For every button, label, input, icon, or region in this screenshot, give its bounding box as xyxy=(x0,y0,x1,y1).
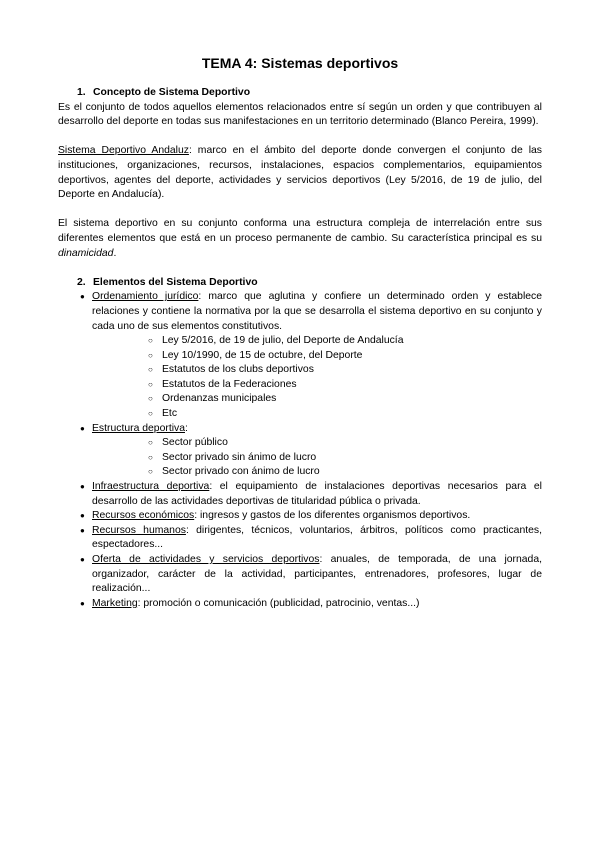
bullet-icon: ● xyxy=(80,423,85,433)
spacer xyxy=(58,203,542,218)
section-2-number: 2. xyxy=(77,276,86,288)
section-1-paragraph-3 xyxy=(58,217,542,261)
document-title: TEMA 4: Sistemas deportivos xyxy=(201,55,399,71)
spacer xyxy=(58,261,542,276)
section-1-heading-text: Concepto de Sistema Deportivo xyxy=(93,87,251,98)
item-text: : promoción o comunicación (publicidad, patrocinio, ventas...) xyxy=(137,597,420,609)
sub-item-text: Sector público xyxy=(162,437,228,449)
sub-item-text: Estatutos de los clubs deportivos xyxy=(162,364,314,376)
bullet-icon: ● xyxy=(80,292,85,302)
bullet-icon: ● xyxy=(80,525,85,535)
section-1-heading xyxy=(58,86,542,101)
document-page xyxy=(58,54,542,611)
circle-bullet-icon: ○ xyxy=(148,350,153,360)
section-2-heading-text: Elementos del Sistema Deportivo xyxy=(93,276,258,288)
sub-list-item xyxy=(92,465,542,480)
item-text: : el equipamiento de instalaciones deportivas necesarios para el desarrollo de las actividades deportivas de titularidad pública o privada. xyxy=(92,481,542,507)
ordenamiento-sublist xyxy=(92,334,542,422)
sub-list-item xyxy=(92,451,542,466)
estructura-sublist xyxy=(92,436,542,480)
sistema-andaluz-text: : marco en el ámbito del deporte donde convergen el conjunto de las instituciones, organizaciones, recursos, instalaciones, espacios complementarios, equipamientos deportivos, agentes del deporte, actividades y servicios deportivos (Ley 5/2016, de 19 de julio, del Deporte en Andalucía). xyxy=(58,145,542,201)
sub-list-item xyxy=(92,392,542,407)
circle-bullet-icon: ○ xyxy=(148,394,153,404)
sub-list-item xyxy=(92,436,542,451)
sub-item-text: Ley 5/2016, de 19 de julio, del Deporte de Andalucía xyxy=(162,335,404,347)
section-1-number: 1. xyxy=(77,87,86,98)
item-term: Estructura deportiva xyxy=(92,422,185,434)
list-item-ordenamiento xyxy=(58,290,542,421)
sub-item-text: Sector privado con ánimo de lucro xyxy=(162,466,320,478)
sistema-andaluz-term: Sistema Deportivo Andaluz xyxy=(58,145,189,157)
circle-bullet-icon: ○ xyxy=(148,452,153,462)
item-text: : ingresos y gastos de los diferentes organismos deportivos. xyxy=(194,510,471,522)
circle-bullet-icon: ○ xyxy=(148,336,153,346)
dinamicidad-term: dinamicidad xyxy=(58,247,114,259)
paragraph-3-end: . xyxy=(113,247,117,259)
section-1-paragraph-2 xyxy=(58,144,542,202)
sub-item-text: Etc xyxy=(162,408,178,420)
section-2-heading xyxy=(58,276,542,291)
list-item-infraestructura xyxy=(58,480,542,509)
bullet-icon: ● xyxy=(80,598,85,608)
item-term: Ordenamiento jurídico xyxy=(92,291,199,303)
list-item-recursos-economicos xyxy=(58,509,542,524)
circle-bullet-icon: ○ xyxy=(148,438,153,448)
sub-item-text: Ley 10/1990, de 15 de octubre, del Deporte xyxy=(162,349,363,361)
list-item-recursos-humanos xyxy=(58,524,542,553)
elements-list xyxy=(58,290,542,611)
item-text: : xyxy=(184,422,188,434)
sub-list-item xyxy=(92,378,542,393)
circle-bullet-icon: ○ xyxy=(148,467,153,477)
spacer xyxy=(58,130,542,145)
list-item-estructura xyxy=(58,422,542,480)
item-term: Recursos económicos xyxy=(92,510,195,522)
circle-bullet-icon: ○ xyxy=(148,379,153,389)
bullet-icon: ● xyxy=(80,511,85,521)
sub-item-text: Sector privado sin ánimo de lucro xyxy=(162,451,317,463)
sub-list-item xyxy=(92,334,542,349)
bullet-icon: ● xyxy=(80,482,85,492)
item-term: Marketing xyxy=(92,597,138,609)
item-term: Recursos humanos xyxy=(92,524,186,536)
paragraph-3-text: El sistema deportivo en su conjunto conforma una estructura compleja de interrelación entre sus diferentes elementos que está en un proceso permanente de cambio. Su característica principal es su xyxy=(58,218,542,244)
sub-item-text: Ordenanzas municipales xyxy=(162,393,277,405)
sub-list-item xyxy=(92,407,542,422)
list-item-oferta xyxy=(58,553,542,597)
circle-bullet-icon: ○ xyxy=(148,365,153,375)
item-text: : dirigentes, técnicos, voluntarios, árbitros, políticos como practicantes, espectadores... xyxy=(92,524,542,551)
list-item-marketing xyxy=(58,597,542,612)
bullet-icon: ● xyxy=(80,555,85,564)
sub-item-text: Estatutos de la Federaciones xyxy=(162,378,297,390)
item-term: Oferta de actividades y servicios deportivos xyxy=(92,554,320,565)
sub-list-item xyxy=(92,363,542,378)
circle-bullet-icon: ○ xyxy=(148,409,153,419)
section-1-paragraph-1: Es el conjunto de todos aquellos elementos relacionados entre sí según un orden y que contribuyen al desarrollo del deporte en todas sus manifestaciones en un territorio determinado (Blanco Pereira, 1999). xyxy=(58,101,542,128)
sub-list-item xyxy=(92,349,542,364)
item-term: Infraestructura deportiva xyxy=(92,481,210,493)
item-text: : anuales, de temporada, de una jornada, organizador, carácter de la actividad, participantes, entrenadores, profesores, lugar de realización... xyxy=(92,554,542,595)
item-text: : marco que aglutina y confiere un determinado orden y establece relaciones y contiene la normativa por la que se desarrolla el sistema deportivo en su conjunto y cada uno de sus elementos constitutivos. xyxy=(92,291,543,332)
